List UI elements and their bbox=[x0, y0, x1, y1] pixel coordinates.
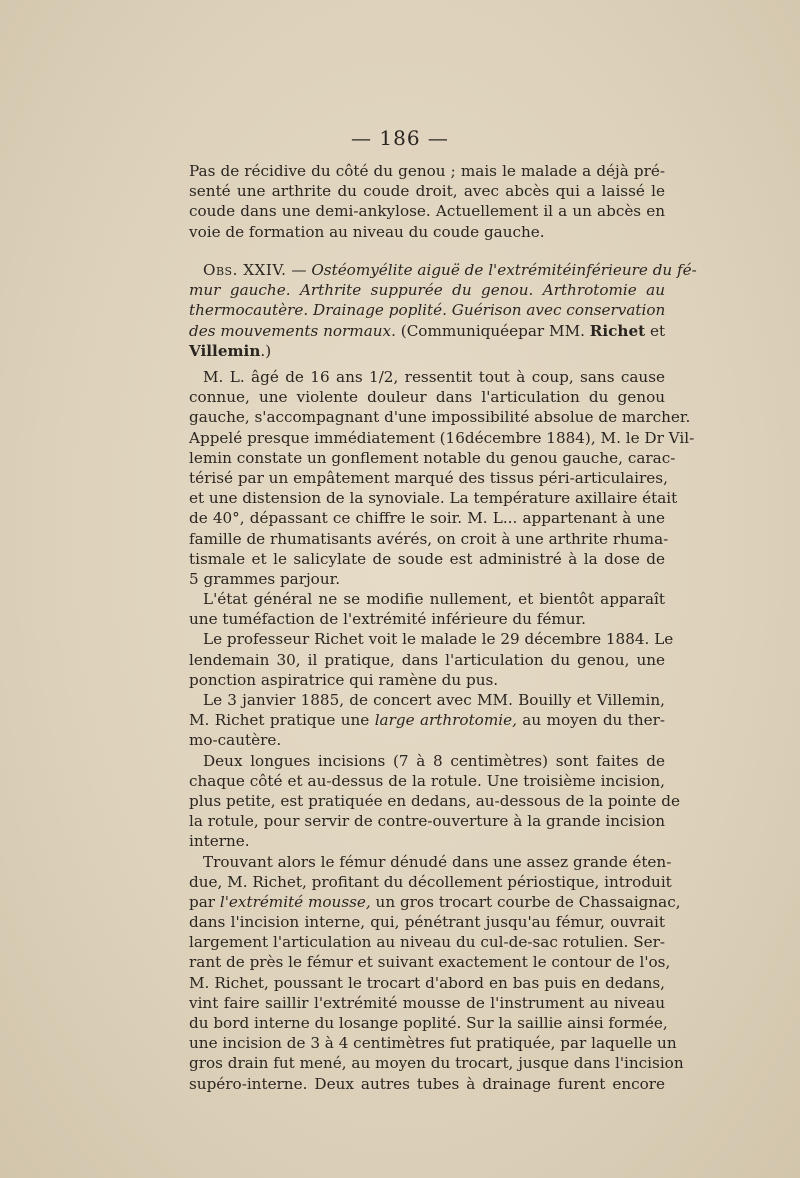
observation-credit: (Communiquéepar MM. bbox=[395, 321, 590, 340]
text-line: lemin constate un gonflement notable du genou gauche, carac- bbox=[189, 448, 676, 467]
observation-title: Ostéomyélite aiguë de l'extrémitéinférieure du fé- bbox=[311, 261, 697, 279]
text-line: gauche, s'accompagnant d'une impossibilité absolue de marcher. bbox=[189, 408, 691, 427]
text-line: plus petite, est pratiquée en dedans, au-dessous de la pointe de bbox=[189, 791, 680, 810]
text-line: une tuméfaction de l'extrémité inférieure du fémur. bbox=[189, 610, 586, 629]
author-name: Villemin bbox=[189, 341, 261, 360]
text-line: gros drain fut mené, au moyen du trocart, jusque dans l'incision bbox=[189, 1054, 684, 1073]
text-run: un gros trocart courbe de Chassaignac, bbox=[370, 892, 681, 911]
text-line bbox=[189, 892, 681, 912]
intro-paragraph bbox=[189, 161, 665, 242]
text-line: largement l'articulation au niveau du cul-de-sac rotulien. Ser- bbox=[189, 933, 665, 952]
text-line: M. L. âgé de 16 ans 1/2, ressentit tout à coup, sans cause bbox=[203, 368, 665, 386]
text-line: interne. bbox=[189, 832, 250, 851]
text-line: la rotule, pour servir de contre-ouverture à la grande incision bbox=[189, 812, 665, 831]
text-line: du bord interne du losange poplité. Sur la saillie ainsi formée, bbox=[189, 1014, 668, 1032]
text-line: lendemain 30, il pratique, dans l'articulation du genou, une bbox=[189, 650, 665, 669]
italic-text: l'extrémité mousse, bbox=[219, 892, 371, 911]
text-line: de 40°, dépassant ce chiffre le soir. M. L... appartenant à une bbox=[189, 509, 665, 528]
text-line: vint faire saillir l'extrémité mousse de l'instrument au niveau bbox=[189, 993, 665, 1012]
text-line: térisé par un empâtement marqué des tissus péri-articulaires, bbox=[189, 468, 668, 487]
text-line: due, M. Richet, profitant du décollement périostique, introduit bbox=[189, 872, 672, 891]
text-line: tismale et le salicylate de soude est administré à la dose de bbox=[189, 549, 665, 568]
text-line: une incision de 3 à 4 centimètres fut pratiquée, par laquelle un bbox=[189, 1034, 677, 1053]
text-line: dans l'incision interne, qui, pénétrant jusqu'au fémur, ouvrait bbox=[189, 913, 665, 932]
text-line: Le professeur Richet voit le malade le 29 décembre 1884. Le bbox=[203, 630, 674, 649]
observation-credit: et bbox=[645, 321, 666, 340]
text-line: connue, une violente douleur dans l'articulation du genou bbox=[189, 388, 665, 407]
text-line: senté une arthrite du coude droit, avec abcès qui a laissé le bbox=[189, 182, 665, 201]
observation-credit: .) bbox=[260, 341, 272, 360]
text-line: M. Richet, poussant le trocart d'abord en bas puis en dedans, bbox=[189, 973, 665, 992]
observation-dash: — bbox=[286, 261, 312, 279]
text-line: coude dans une demi-ankylose. Actuellement il a un abcès en bbox=[189, 202, 665, 221]
text-run: M. Richet pratique une bbox=[189, 711, 375, 730]
text-line: famille de rhumatisants avérés, on croit à une arthrite rhuma- bbox=[189, 529, 669, 548]
observation-title: thermocautère. Drainage poplité. Guérison avec conservation bbox=[189, 301, 666, 320]
text-line bbox=[189, 260, 697, 280]
text-line: Le 3 janvier 1885, de concert avec MM. Bouilly et Villemin, bbox=[203, 691, 665, 709]
text-run: par bbox=[189, 892, 220, 911]
text-line: Pas de récidive du côté du genou ; mais le malade a déjà pré- bbox=[189, 162, 665, 180]
italic-text: large arthrotomie, bbox=[374, 711, 517, 730]
text-run: au moyen du ther- bbox=[516, 711, 665, 730]
observation-title: des mouvements normaux. bbox=[189, 321, 396, 340]
text-line: 5 grammes parjour. bbox=[189, 569, 341, 588]
text-line: et une distension de la synoviale. La température axillaire était bbox=[189, 489, 678, 508]
text-line: L'état général ne se modifie nullement, et bientôt apparaît bbox=[203, 590, 665, 609]
text-line: ponction aspiratrice qui ramène du pus. bbox=[189, 670, 499, 689]
text-line: supéro-interne. Deux autres tubes à drainage furent encore bbox=[189, 1074, 665, 1093]
observation-label: Obs. XXIV. bbox=[203, 261, 287, 279]
text-line: rant de près le fémur et suivant exactement le contour de l'os, bbox=[189, 953, 671, 972]
text-line: Trouvant alors le fémur dénudé dans une assez grande éten- bbox=[203, 852, 672, 871]
text-line: chaque côté et au-dessus de la rotule. Une troisième incision, bbox=[189, 771, 665, 790]
text-line: Appelé presque immédiatement (16décembre 1884), M. le Dr Vil- bbox=[189, 428, 695, 447]
observation-heading bbox=[189, 260, 697, 361]
text-line: Deux longues incisions (7 à 8 centimètres) sont faites de bbox=[203, 751, 665, 770]
text-line bbox=[189, 710, 665, 730]
observation-title: mur gauche. Arthrite suppurée du genou. Arthrotomie au bbox=[189, 281, 665, 300]
text-line: voie de formation au niveau du coude gauche. bbox=[189, 222, 545, 241]
text-line bbox=[189, 341, 665, 361]
author-name: Richet bbox=[589, 321, 646, 340]
page-number: — 186 — bbox=[351, 126, 449, 150]
text-line bbox=[189, 321, 665, 341]
text-line: mo-cautère. bbox=[189, 731, 282, 750]
observation-body bbox=[189, 367, 695, 1094]
